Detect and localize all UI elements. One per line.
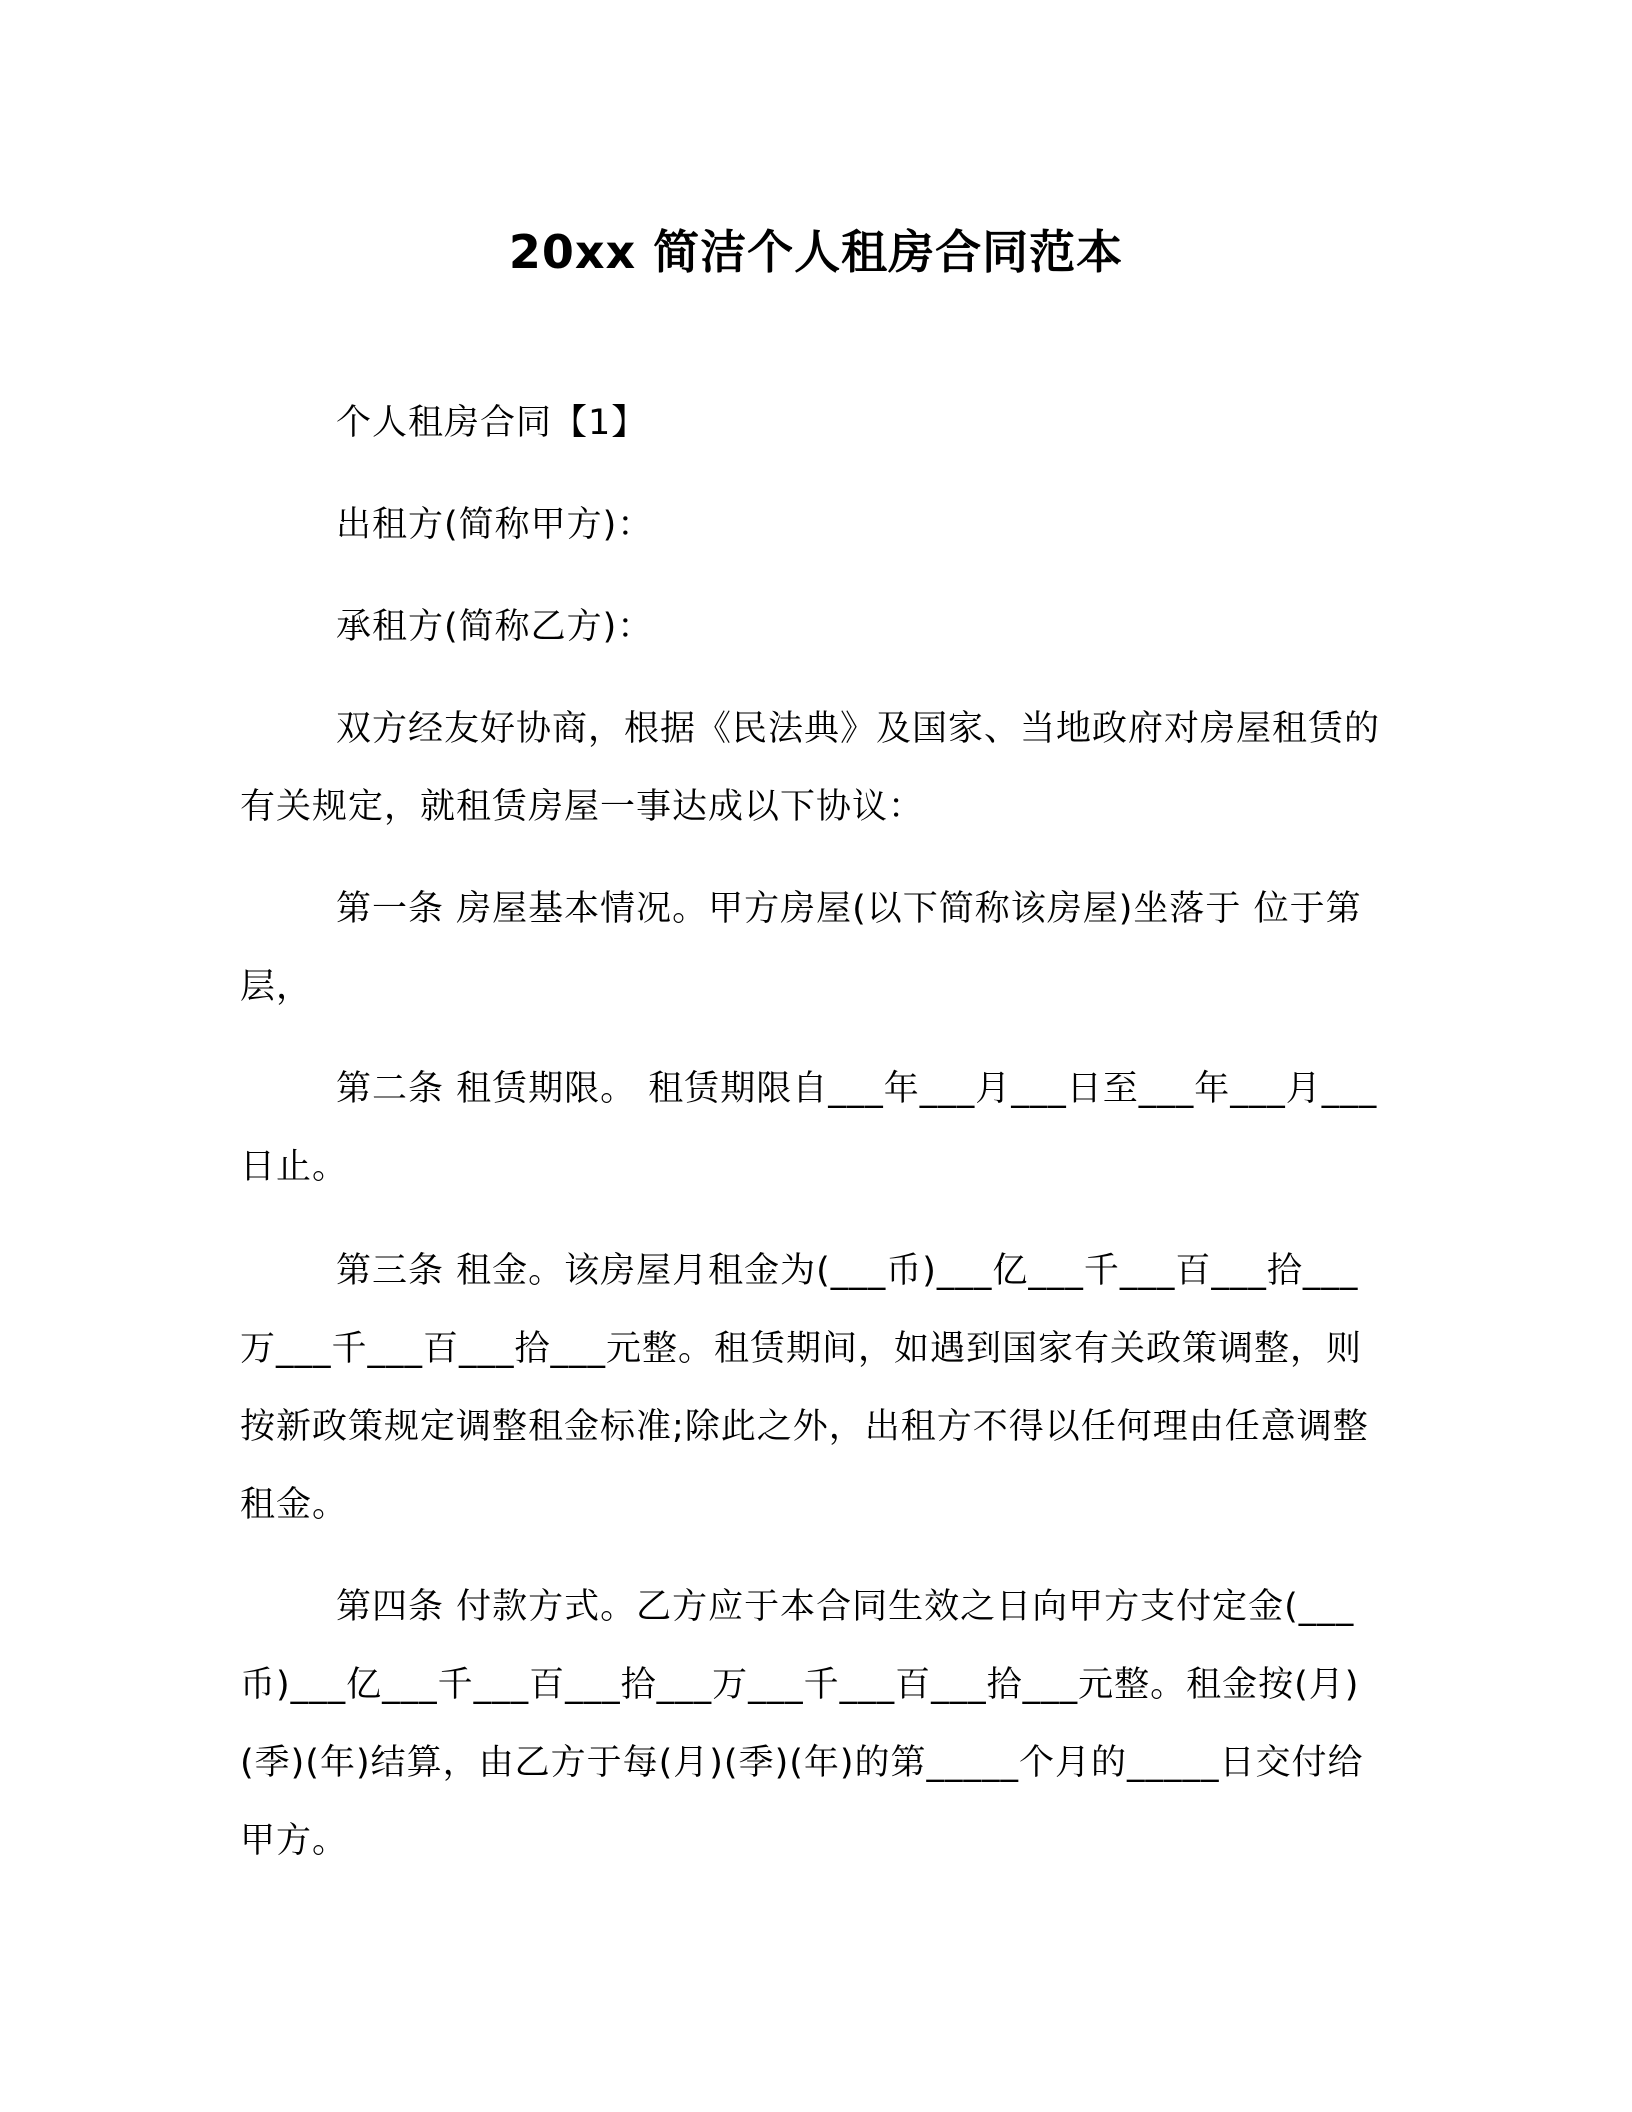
lessor-line: 出租方(简称甲方)：	[336, 505, 654, 545]
article-1-paragraph: 第一条 房屋基本情况。甲方房屋(以下简称该房屋)坐落于 位于第层，	[240, 889, 1362, 1007]
preamble-paragraph: 双方经友好协商，根据《民法典》及国家、当地政府对房屋租赁的有关规定，就租赁房屋一事达成以下协议：	[240, 709, 1381, 827]
article-3-paragraph: 第三条 租金。该房屋月租金为(___币)___亿___千___百___拾___万___千___百___拾___元整。租赁期间，如遇到国家有关政策调整，则按新政策规定调整租金标准;除此之外，出租方不得以任何理由任意调整租金。	[240, 1251, 1369, 1525]
document-title: 20xx 简洁个人租房合同范本	[508, 225, 1124, 279]
lessee-line: 承租方(简称乙方)：	[336, 607, 654, 647]
contract-heading: 个人租房合同【1】	[336, 403, 648, 443]
article-4-paragraph: 第四条 付款方式。乙方应于本合同生效之日向甲方支付定金(___币)___亿___千___百___拾___万___千___百___拾___元整。租金按(月)(季)(年)结算，由乙方于每(月)(季)(年)的第_____个月的_____日交付给甲方。	[240, 1587, 1364, 1861]
article-2-paragraph: 第二条 租赁期限。 租赁期限自___年___月___日至___年___月___日止。	[240, 1069, 1378, 1187]
